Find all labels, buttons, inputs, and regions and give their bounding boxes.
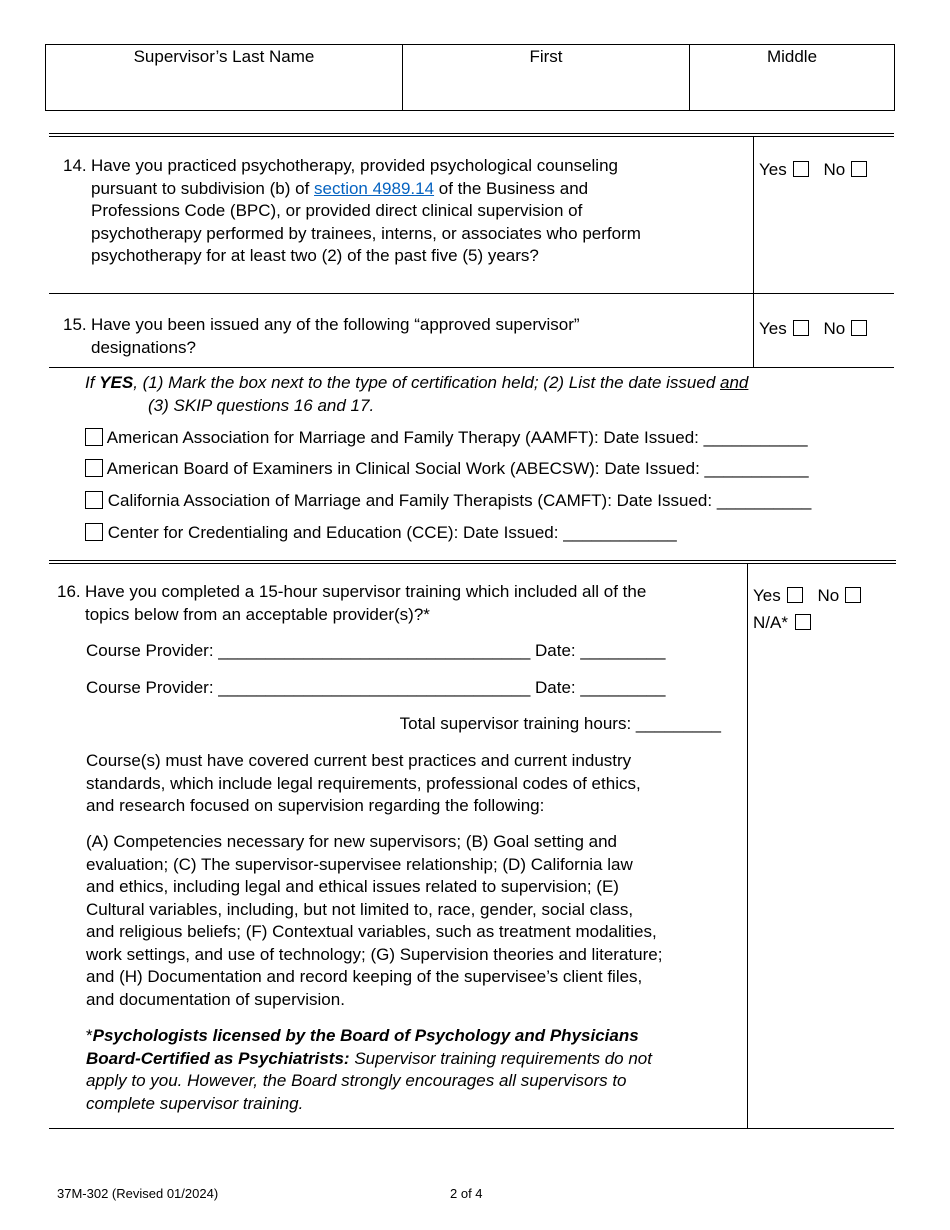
q16-yes-label: Yes	[753, 586, 781, 605]
first-name-label: First	[529, 47, 563, 66]
q16-na-label: N/A*	[753, 613, 788, 632]
last-name-label: Supervisor’s Last Name	[133, 47, 315, 66]
q15-line2: designations?	[91, 337, 196, 357]
q15-number: 15.	[63, 315, 87, 334]
q16-number: 16.	[57, 582, 81, 601]
cert-abecsw-checkbox[interactable]	[85, 459, 103, 477]
cert-row-abecsw: American Board of Examiners in Clinical Social Work (ABECSW): Date Issued: ___________	[85, 458, 809, 481]
first-name-field[interactable]	[403, 46, 689, 69]
q16-requirements-paragraph: Course(s) must have covered current best practices and current industry standards, which include legal requirements, professional codes of ethics, and research focused on supervision regarding the following:	[86, 751, 641, 815]
q15-line1: Have you been issued any of the following “approved supervisor”	[91, 315, 580, 334]
q16-line1: Have you completed a 15-hour supervisor training which included all of the	[85, 582, 647, 601]
cert-row-camft: California Association of Marriage and Family Therapists (CAMFT): Date Issued: __________	[85, 490, 811, 513]
total-hours-field[interactable]: Total supervisor training hours: _________	[399, 714, 721, 733]
q14-line5: psychotherapy for at least two (2) of the past five (5) years?	[91, 246, 539, 265]
q14-yes-label: Yes	[759, 160, 787, 179]
course-provider-1-field[interactable]: Course Provider: _________________________________ Date: _________	[86, 641, 666, 660]
q16-yes-checkbox[interactable]	[787, 587, 803, 603]
q14-no-checkbox[interactable]	[851, 161, 867, 177]
q16-topics-paragraph: (A) Competencies necessary for new supervisors; (B) Goal setting and evaluation; (C) The supervisor-supervisee relationship; (D) California law and ethics, including legal and ethical issues related to supervision; (E) Cultural variables, including, but not limited to, race, gender, social class, and religious beliefs; (F) Contextual variables, such as treatment modalities, work settings, and use of technology; (G) Supervision theories and literature; and (H) Documentation and record keeping of the supervisee’s client files, and documentation of supervision.	[86, 832, 663, 1009]
q15-yes-checkbox[interactable]	[793, 320, 809, 336]
cert-row-cce: Center for Credentialing and Education (CCE): Date Issued: ____________	[85, 522, 677, 545]
middle-name-field[interactable]	[690, 46, 894, 69]
last-name-field[interactable]	[46, 46, 402, 69]
q15-answer	[759, 318, 867, 340]
course-provider-2-field[interactable]: Course Provider: _________________________________ Date: _________	[86, 678, 666, 697]
q16-na-checkbox[interactable]	[795, 614, 811, 630]
q15-no-checkbox[interactable]	[851, 320, 867, 336]
q14-line4: psychotherapy performed by trainees, interns, or associates who perform	[91, 223, 641, 243]
cert-aamft-checkbox[interactable]	[85, 428, 103, 446]
section-4989-14-link[interactable]: section 4989.14	[314, 178, 435, 198]
q14-line3: Professions Code (BPC), or provided direct clinical supervision of	[91, 201, 583, 220]
q16-no-label: No	[817, 586, 840, 605]
q15-instructions-line2: (3) SKIP questions 16 and 17.	[148, 395, 375, 415]
q16-answer	[753, 585, 861, 607]
cert-row-aamft: American Association for Marriage and Family Therapy (AAMFT): Date Issued: ___________	[85, 427, 808, 450]
q14-yes-checkbox[interactable]	[793, 161, 809, 177]
middle-name-label: Middle	[766, 47, 818, 66]
q14-number: 14.	[63, 156, 87, 175]
q16-no-checkbox[interactable]	[845, 587, 861, 603]
q16-line2: topics below from an acceptable provider(s)?*	[85, 604, 430, 624]
cert-cce-checkbox[interactable]	[85, 523, 103, 541]
q15-instructions-line1: If YES, (1) Mark the box next to the type of certification held; (2) List the date issued and	[85, 373, 749, 392]
form-id: 37M-302 (Revised 01/2024)	[57, 1186, 219, 1201]
q15-no-label: No	[823, 319, 846, 338]
q14-line1: Have you practiced psychotherapy, provided psychological counseling	[91, 156, 618, 175]
q16-na	[753, 612, 811, 634]
q15-yes-label: Yes	[759, 319, 787, 338]
cert-camft-checkbox[interactable]	[85, 491, 103, 509]
q14-line2: pursuant to subdivision (b) of section 4989.14 of the Business and	[91, 178, 589, 198]
q14-no-label: No	[823, 160, 846, 179]
page-number: 2 of 4	[450, 1186, 483, 1201]
q16-note: *Psychologists licensed by the Board of Psychology and Physicians Board-Certified as Psychiatrists: Supervisor training requirements do not apply to you. However, the Board strongly encourages all supervisors to complete supervisor training.	[86, 1026, 652, 1113]
q14-answer	[759, 159, 867, 181]
